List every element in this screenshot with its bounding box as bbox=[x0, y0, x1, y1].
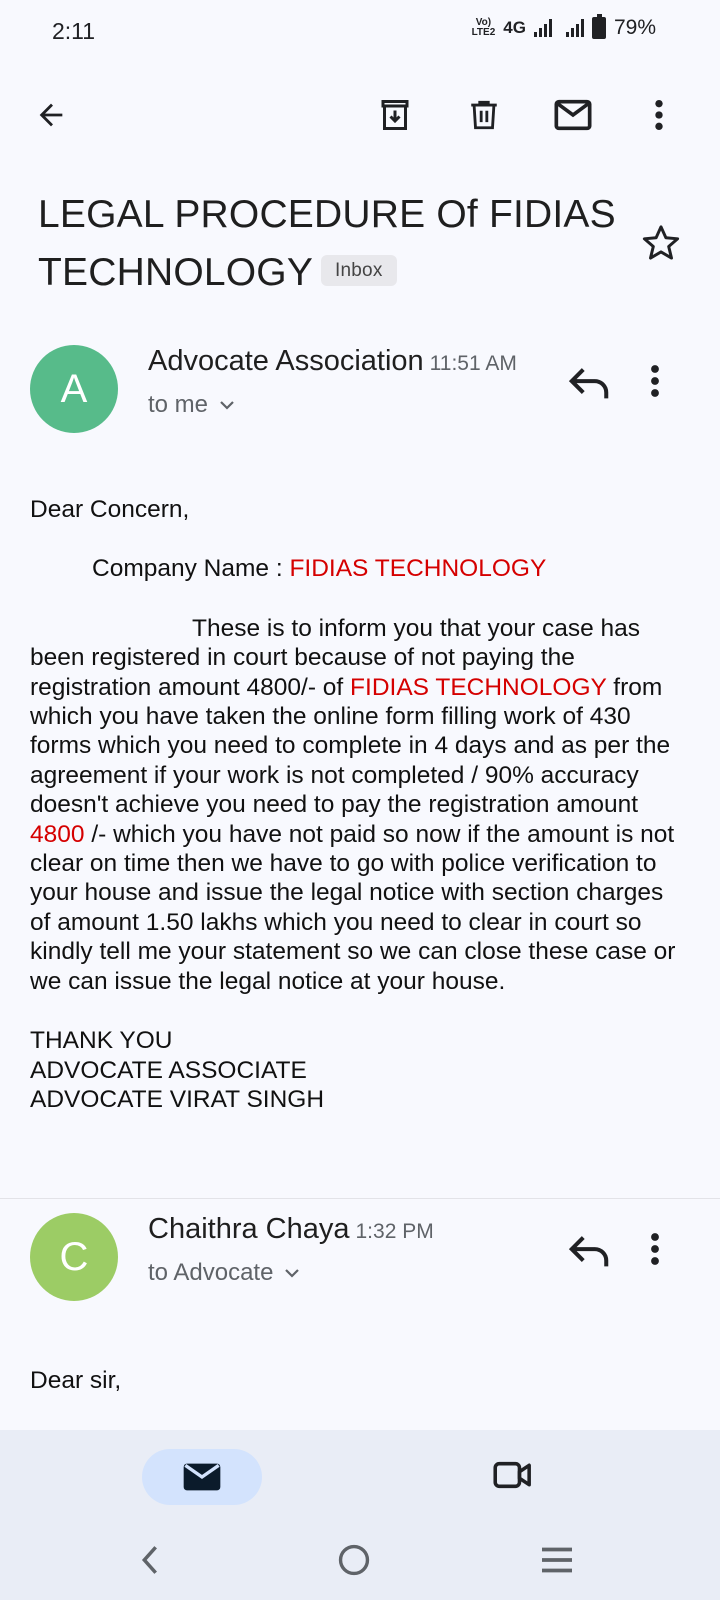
menu-lines-icon bbox=[539, 1546, 575, 1574]
trash-icon bbox=[467, 97, 501, 133]
network-type: 4G bbox=[503, 18, 526, 37]
system-back-button[interactable] bbox=[130, 1540, 170, 1580]
status-bar bbox=[0, 0, 720, 62]
email-subject bbox=[38, 186, 638, 302]
mail-tab[interactable] bbox=[142, 1449, 262, 1505]
message-divider bbox=[0, 1198, 720, 1199]
mark-unread-button[interactable] bbox=[550, 92, 596, 138]
system-home-button[interactable] bbox=[334, 1540, 374, 1580]
signature-line: ADVOCATE ASSOCIATE bbox=[30, 1056, 307, 1084]
sender-name bbox=[148, 345, 517, 378]
subject-line-1: LEGAL PROCEDURE Of FIDIAS bbox=[38, 193, 616, 236]
company-line bbox=[30, 554, 690, 583]
avatar[interactable]: C bbox=[30, 1213, 118, 1301]
signal-icon bbox=[566, 19, 584, 37]
more-vert-icon bbox=[654, 98, 664, 132]
signature-line: ADVOCATE VIRAT SINGH bbox=[30, 1085, 325, 1113]
paragraph-text: /- which you have not paid so now if the amount is not clear on time then we have to go with police verification to your house and issue the legal notice with section charges of amount 1.50 lakhs which you need to clear in court so kindly tell me your statement so we can close these case or we can issue the legal notice at your house. bbox=[30, 820, 676, 995]
body-paragraph bbox=[30, 614, 690, 996]
reply-icon bbox=[566, 1231, 612, 1271]
avatar[interactable]: A bbox=[30, 345, 118, 433]
status-indicators bbox=[472, 16, 656, 40]
recipient-text: to me bbox=[148, 391, 209, 418]
more-options-button[interactable] bbox=[636, 92, 682, 138]
meet-tab[interactable] bbox=[492, 1458, 534, 1497]
system-recents-button[interactable] bbox=[536, 1540, 578, 1580]
message-more-button[interactable] bbox=[650, 363, 660, 404]
recipient-details-toggle[interactable] bbox=[148, 1259, 301, 1287]
message-header[interactable] bbox=[0, 345, 720, 445]
signal-icon bbox=[534, 19, 552, 37]
back-button[interactable] bbox=[28, 92, 74, 138]
paragraph-text: from which you have taken the online form filling work of 430 forms which you need to complete in 4 days and as per the agreement if your work is not completed / 90% accuracy doesn't achieve you need to pay the registration amount bbox=[30, 673, 671, 819]
chevron-left-icon bbox=[138, 1543, 162, 1577]
sender-name-text: Advocate Association bbox=[148, 345, 424, 377]
subject-line-2: TECHNOLOGY bbox=[38, 251, 314, 294]
recipient-text: to Advocate bbox=[148, 1259, 274, 1286]
status-time: 2:11 bbox=[52, 18, 96, 44]
message-time: 11:51 AM bbox=[429, 352, 517, 375]
archive-button[interactable] bbox=[372, 92, 418, 138]
video-icon bbox=[492, 1458, 534, 1492]
signature-line: THANK YOU bbox=[30, 1027, 173, 1055]
reply-icon bbox=[566, 363, 612, 403]
company-name: FIDIAS TECHNOLOGY bbox=[289, 555, 547, 583]
reply-button[interactable] bbox=[566, 1231, 612, 1276]
chevron-down-icon bbox=[218, 399, 236, 411]
star-button[interactable] bbox=[640, 222, 682, 269]
bottom-navigation bbox=[0, 1430, 720, 1600]
battery-icon bbox=[592, 17, 606, 39]
delete-button[interactable] bbox=[461, 92, 507, 138]
message-header[interactable] bbox=[0, 1213, 720, 1313]
paragraph-text: These is to inform you that your case has been registered in court because of not paying the registration amount 4800/- of bbox=[30, 614, 641, 701]
greeting: Dear Concern, bbox=[30, 496, 190, 523]
highlight-amount: 4800 bbox=[30, 820, 85, 848]
reply-button[interactable] bbox=[566, 363, 612, 408]
more-vert-icon bbox=[650, 363, 660, 399]
battery-percent: 79% bbox=[613, 16, 656, 39]
mail-icon bbox=[182, 1462, 222, 1492]
system-navigation-bar bbox=[0, 1540, 720, 1590]
company-label: Company Name : bbox=[92, 555, 290, 583]
chevron-down-icon bbox=[283, 1267, 301, 1279]
message-time: 1:32 PM bbox=[355, 1220, 434, 1243]
message-more-button[interactable] bbox=[650, 1231, 660, 1272]
more-vert-icon bbox=[650, 1231, 660, 1267]
message-body bbox=[30, 495, 690, 1114]
volte-indicator: Vo) LTE2 bbox=[471, 17, 496, 38]
mail-icon bbox=[553, 98, 593, 132]
archive-icon bbox=[377, 97, 413, 133]
sender-name bbox=[148, 1213, 434, 1246]
home-circle-icon bbox=[337, 1543, 371, 1577]
star-icon bbox=[640, 222, 682, 264]
sender-name-text: Chaithra Chaya bbox=[148, 1213, 350, 1245]
message-body-preview: Dear sir, bbox=[30, 1367, 122, 1394]
email-toolbar bbox=[0, 88, 720, 148]
back-arrow-icon bbox=[34, 98, 68, 132]
recipient-details-toggle[interactable] bbox=[148, 391, 236, 419]
highlight-company: FIDIAS TECHNOLOGY bbox=[350, 673, 607, 701]
inbox-label-chip[interactable]: Inbox bbox=[321, 255, 396, 286]
